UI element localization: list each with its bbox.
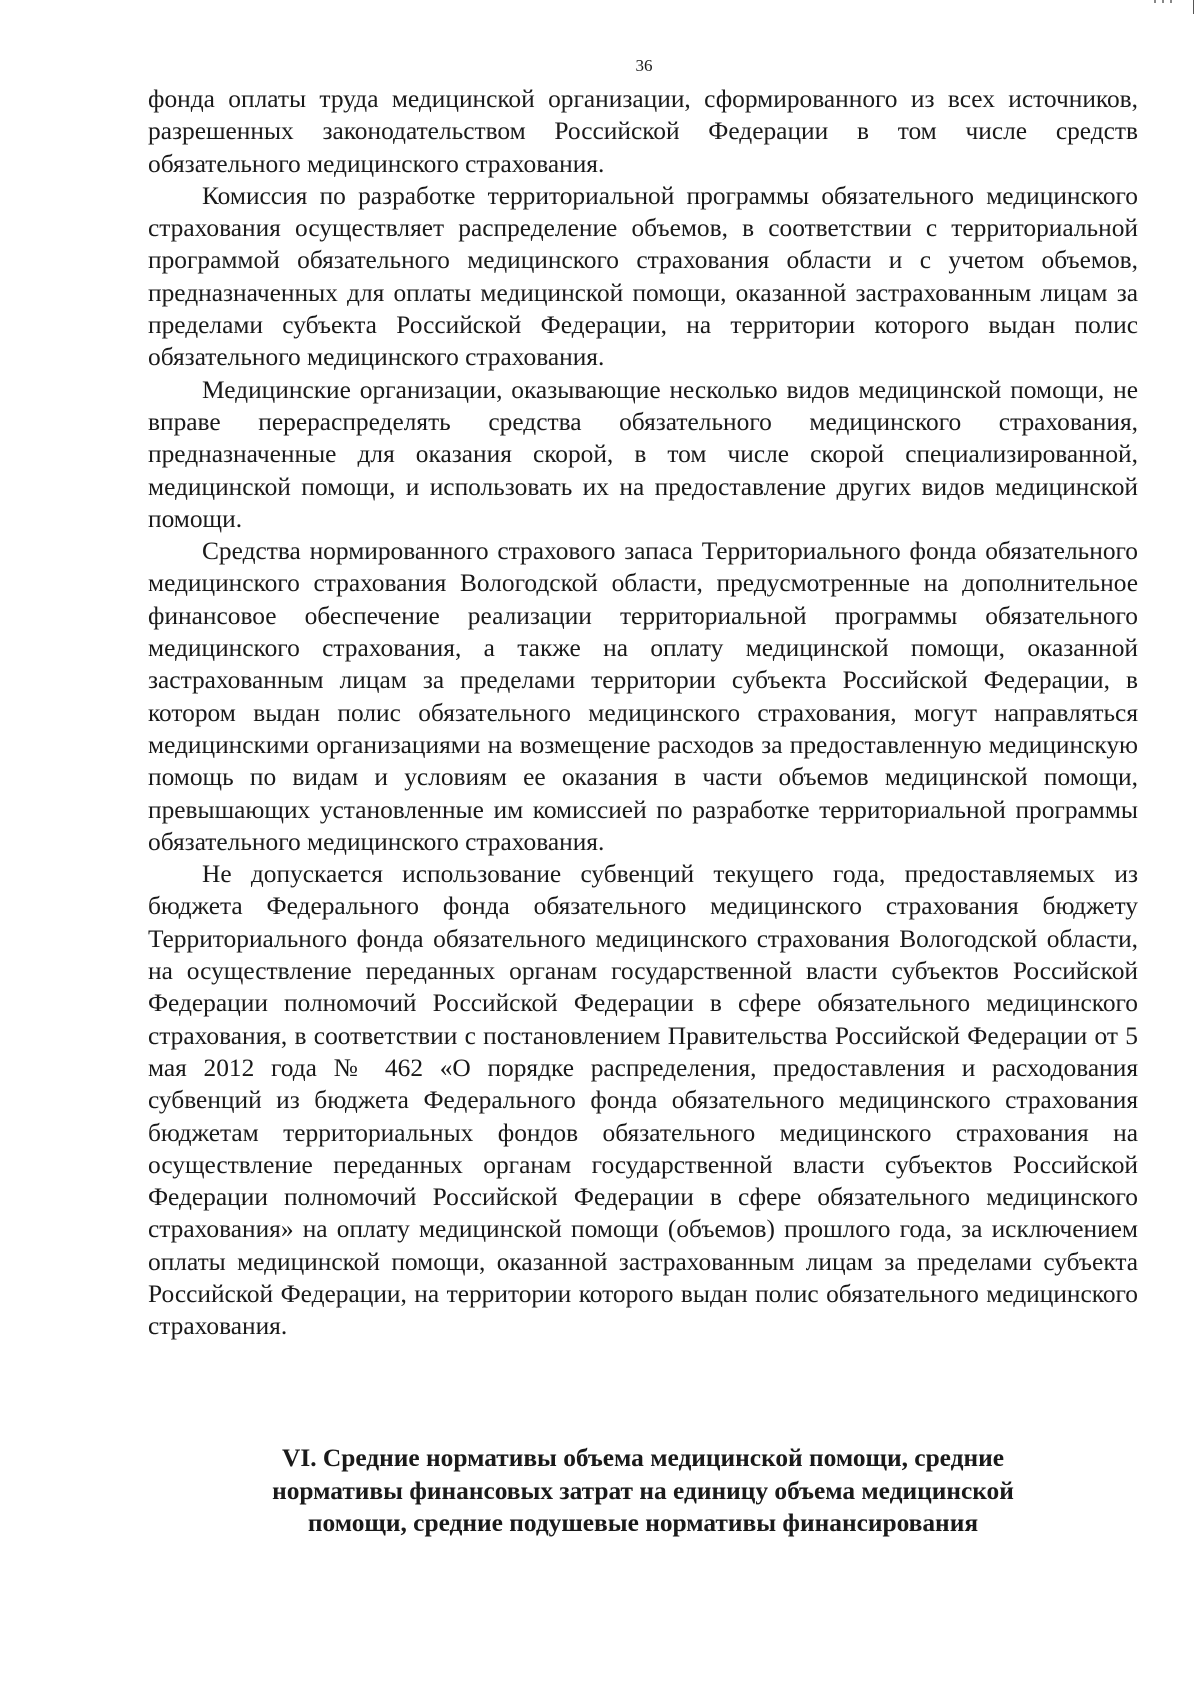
document-body	[148, 83, 1138, 1343]
scan-artifact	[1170, 0, 1172, 3]
page-number: 36	[635, 56, 653, 75]
paragraph: фонда оплаты труда медицинской организации, сформированного из всех источников, разрешенных законодательством Российской Федерации в том числе средств обязательного медицинского страхования.	[148, 85, 1138, 178]
scan-artifact	[1162, 0, 1164, 3]
section-heading-line: VI. Средние нормативы объема медицинской помощи, средние	[281, 1444, 1004, 1472]
paragraph: Медицинские организации, оказывающие несколько видов медицинской помощи, не вправе перераспределять средства обязательного медицинского страхования, предназначенные для оказания скорой, в том числе скорой специализированной, медицинской помощи, и использовать их на предоставление других видов медицинской помощи.	[148, 375, 1138, 533]
section-heading	[148, 1442, 1138, 1540]
section-heading-line: помощи, средние подушевые нормативы финансирования	[307, 1509, 979, 1537]
scan-edge-mark	[1193, 0, 1194, 14]
paragraph: Комиссия по разработке территориальной программы обязательного медицинского страхования осуществляет распределение объемов, в соответствии с территориальной программой обязательного медицинского страхования области и с учетом объемов, предназначенных для оплаты медицинской помощи, оказанной застрахованным лицам за пределами субъекта Российской Федерации, на территории которого выдан полис обязательного медицинского страхования.	[148, 181, 1138, 372]
paragraph: Не допускается использование субвенций текущего года, предоставляемых из бюджета Федерального фонда обязательного медицинского страхования бюджету Территориального фонда обязательного медицинского страхования Вологодской области, на осуществление переданных органам государственной власти субъектов Российской Федерации полномочий Российской Федерации в сфере обязательного медицинского страхования, в соответствии с постановлением Правительства Российской Федерации от 5 мая 2012 года № 462 «О порядке распределения, предоставления и расходования субвенций из бюджета Федерального фонда обязательного медицинского страхования бюджетам территориальных фондов обязательного медицинского страхования на осуществление переданных органам государственной власти субъектов Российской Федерации полномочий Российской Федерации в сфере обязательного медицинского страхования» на оплату медицинской помощи (объемов) прошлого года, за исключением оплаты медицинской помощи, оказанной застрахованным лицам за пределами субъекта Российской Федерации, на территории которого выдан полис обязательного медицинского страхования.	[148, 860, 1138, 1341]
paragraph: Средства нормированного страхового запаса Территориального фонда обязательного медицинского страхования Вологодской области, предусмотренные на дополнительное финансовое обеспечение реализации территориальной программы обязательного медицинского страхования, а также на оплату медицинской помощи, оказанной застрахованным лицам за пределами территории субъекта Российской Федерации, в котором выдан полис обязательного медицинского страхования, могут направляться медицинскими организациями на возмещение расходов за предоставленную медицинскую помощь по видам и условиям ее оказания в части объемов медицинской помощи, превышающих установленные им комиссией по разработке территориальной программы обязательного медицинского страхования.	[148, 537, 1138, 856]
section-heading-line: нормативы финансовых затрат на единицу объема медицинской	[272, 1476, 1014, 1505]
scan-artifact	[1154, 0, 1156, 3]
